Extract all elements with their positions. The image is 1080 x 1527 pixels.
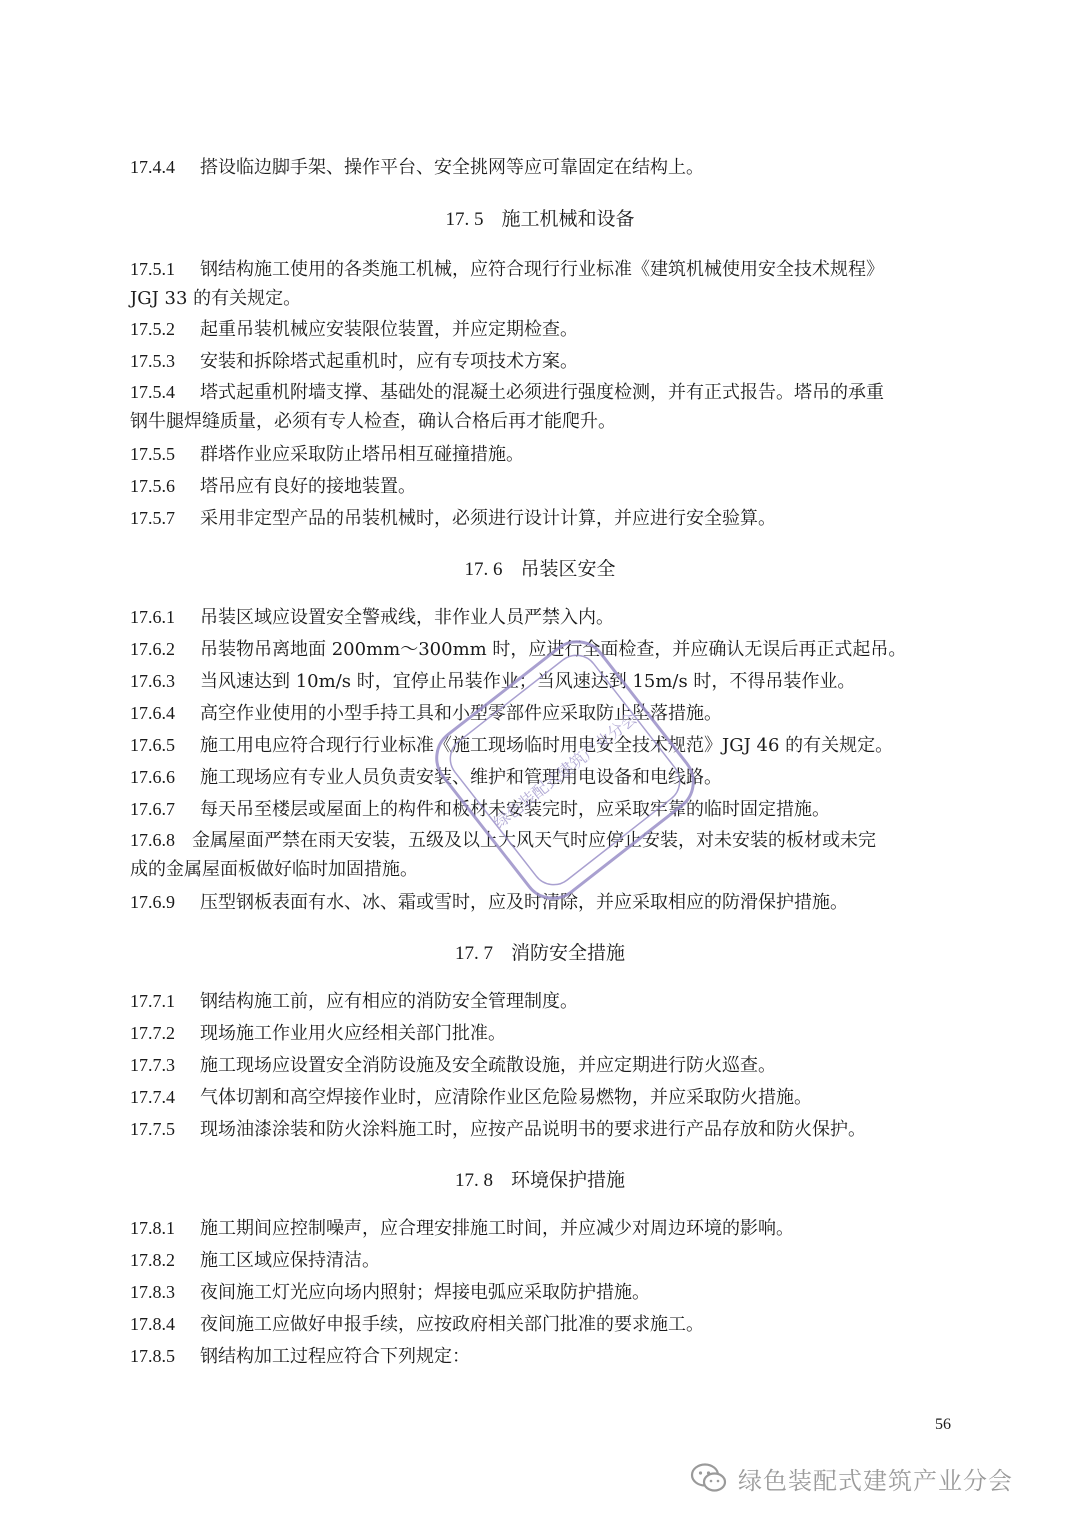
clause-number: 17.5.6 bbox=[130, 476, 175, 496]
clause-text: 采用非定型产品的吊装机械时，必须进行设计计算，并应进行安全验算。 bbox=[200, 508, 776, 529]
clause-17-5-6 bbox=[130, 475, 960, 498]
section-title: 吊装区安全 bbox=[520, 558, 616, 580]
clause-17-4-4 bbox=[130, 156, 960, 179]
section-number: 17. 5 bbox=[445, 209, 484, 230]
clause-text: 施工区域应保持清洁。 bbox=[200, 1250, 380, 1271]
clause-17-8-3 bbox=[130, 1281, 960, 1304]
clause-text: 钢结构施工使用的各类施工机械，应符合现行行业标准《建筑机械使用安全技术规程》 bbox=[200, 259, 884, 280]
stamp-text: 绿色装配式建筑产业分会 bbox=[490, 708, 641, 833]
clause-17-6-5 bbox=[130, 734, 960, 757]
clause-17-6-9 bbox=[130, 891, 960, 914]
clause-17-6-8-continued bbox=[130, 859, 960, 881]
section-heading-17-6 bbox=[0, 557, 1080, 582]
clause-17-8-1 bbox=[130, 1217, 960, 1240]
clause-number: 17.5.4 bbox=[130, 382, 175, 402]
clause-text: 每天吊至楼层或屋面上的构件和板材未安装完时，应采取牢靠的临时固定措施。 bbox=[200, 799, 830, 820]
clause-text: 施工用电应符合现行行业标准《施工现场临时用电安全技术规范》JGJ 46 的有关规定。 bbox=[200, 735, 894, 756]
clause-text: 群塔作业应采取防止塔吊相互碰撞措施。 bbox=[200, 444, 524, 465]
section-heading-17-7 bbox=[0, 941, 1080, 966]
clause-number: 17.8.3 bbox=[130, 1282, 175, 1302]
clause-17-8-2 bbox=[130, 1249, 960, 1272]
clause-number: 17.8.2 bbox=[130, 1250, 175, 1270]
clause-number: 17.6.6 bbox=[130, 767, 175, 787]
clause-number: 17.7.1 bbox=[130, 991, 175, 1011]
clause-text: 施工期间应控制噪声，应合理安排施工时间，并应减少对周边环境的影响。 bbox=[200, 1218, 794, 1239]
clause-17-5-2 bbox=[130, 318, 960, 341]
clause-text: 吊装区域应设置安全警戒线，非作业人员严禁入内。 bbox=[200, 607, 614, 628]
clause-17-6-7 bbox=[130, 798, 960, 821]
section-heading-17-5 bbox=[0, 207, 1080, 232]
clause-17-7-2 bbox=[130, 1022, 960, 1045]
clause-number: 17.6.8 bbox=[130, 830, 175, 850]
clause-17-7-1 bbox=[130, 990, 960, 1013]
clause-number: 17.8.5 bbox=[130, 1346, 175, 1366]
clause-number: 17.6.7 bbox=[130, 799, 175, 819]
clause-text: 金属屋面严禁在雨天安装，五级及以上大风天气时应停止安装，对未安装的板材或未完 bbox=[192, 830, 876, 851]
section-number: 17. 6 bbox=[464, 559, 503, 580]
clause-number: 17.7.4 bbox=[130, 1087, 175, 1107]
wechat-icon bbox=[690, 1462, 728, 1494]
clause-17-5-5 bbox=[130, 443, 960, 466]
clause-17-5-1-continued bbox=[130, 288, 960, 310]
clause-text: 塔式起重机附墙支撑、基础处的混凝土必须进行强度检测，并有正式报告。塔吊的承重 bbox=[200, 382, 884, 403]
clause-17-8-5 bbox=[130, 1345, 960, 1368]
section-title: 施工机械和设备 bbox=[501, 208, 635, 230]
clause-number: 17.6.3 bbox=[130, 671, 175, 691]
clause-number: 17.6.5 bbox=[130, 735, 175, 755]
clause-number: 17.7.2 bbox=[130, 1023, 175, 1043]
clause-number: 17.6.2 bbox=[130, 639, 175, 659]
clause-number: 17.5.5 bbox=[130, 444, 175, 464]
clause-text-continued: JGJ 33 的有关规定。 bbox=[130, 288, 302, 309]
clause-text: 钢结构施工前，应有相应的消防安全管理制度。 bbox=[200, 991, 578, 1012]
section-number: 17. 8 bbox=[454, 1170, 493, 1191]
clause-17-7-3 bbox=[130, 1054, 960, 1077]
clause-17-6-2 bbox=[130, 638, 960, 661]
watermark-text: 绿色装配式建筑产业分会 bbox=[738, 1466, 1013, 1495]
clause-number: 17.6.9 bbox=[130, 892, 175, 912]
clause-number: 17.5.1 bbox=[130, 259, 175, 279]
clause-17-5-3 bbox=[130, 350, 960, 373]
page-number: 56 bbox=[935, 1416, 951, 1433]
clause-text-continued: 成的金属屋面板做好临时加固措施。 bbox=[130, 859, 418, 880]
clause-number: 17.4.4 bbox=[130, 157, 175, 177]
clause-text: 气体切割和高空焊接作业时，应清除作业区危险易燃物，并应采取防火措施。 bbox=[200, 1087, 812, 1108]
clause-text-continued: 钢牛腿焊缝质量，必须有专人检查，确认合格后再才能爬升。 bbox=[130, 411, 616, 432]
clause-text: 当风速达到 10m/s 时，宜停止吊装作业；当风速达到 15m/s 时，不得吊装作业。 bbox=[200, 671, 856, 692]
clause-text: 施工现场应设置安全消防设施及安全疏散设施，并应定期进行防火巡查。 bbox=[200, 1055, 776, 1076]
clause-number: 17.5.2 bbox=[130, 319, 175, 339]
clause-text: 施工现场应有专业人员负责安装、维护和管理用电设备和电线路。 bbox=[200, 767, 722, 788]
wechat-watermark bbox=[690, 1458, 1013, 1498]
clause-17-5-1 bbox=[130, 258, 960, 281]
clause-number: 17.5.3 bbox=[130, 351, 175, 371]
clause-text: 搭设临边脚手架、操作平台、安全挑网等应可靠固定在结构上。 bbox=[200, 157, 704, 178]
clause-number: 17.7.3 bbox=[130, 1055, 175, 1075]
clause-text: 钢结构加工过程应符合下列规定： bbox=[200, 1346, 470, 1367]
clause-number: 17.8.4 bbox=[130, 1314, 175, 1334]
clause-text: 夜间施工应做好申报手续，应按政府相关部门批准的要求施工。 bbox=[200, 1314, 704, 1335]
clause-text: 吊装物吊离地面 200mm～300mm 时，应进行全面检查，并应确认无误后再正式起吊。 bbox=[200, 639, 907, 660]
clause-17-6-6 bbox=[130, 766, 960, 789]
clause-number: 17.7.5 bbox=[130, 1119, 175, 1139]
clause-17-7-5 bbox=[130, 1118, 960, 1141]
clause-17-5-7 bbox=[130, 507, 960, 530]
clause-text: 现场施工作业用火应经相关部门批准。 bbox=[200, 1023, 506, 1044]
clause-17-7-4 bbox=[130, 1086, 960, 1109]
clause-text: 安装和拆除塔式起重机时，应有专项技术方案。 bbox=[200, 351, 578, 372]
clause-17-6-3 bbox=[130, 670, 960, 693]
clause-text: 塔吊应有良好的接地装置。 bbox=[200, 476, 416, 497]
clause-number: 17.6.1 bbox=[130, 607, 175, 627]
clause-17-6-1 bbox=[130, 606, 960, 629]
clause-number: 17.8.1 bbox=[130, 1218, 175, 1238]
clause-17-6-4 bbox=[130, 702, 960, 725]
clause-number: 17.5.7 bbox=[130, 508, 175, 528]
clause-text: 现场油漆涂装和防火涂料施工时，应按产品说明书的要求进行产品存放和防火保护。 bbox=[200, 1119, 866, 1140]
section-heading-17-8 bbox=[0, 1168, 1080, 1193]
section-number: 17. 7 bbox=[454, 943, 493, 964]
clause-text: 压型钢板表面有水、冰、霜或雪时，应及时清除，并应采取相应的防滑保护措施。 bbox=[200, 892, 848, 913]
clause-17-5-4-continued bbox=[130, 411, 960, 433]
clause-number: 17.6.4 bbox=[130, 703, 175, 723]
clause-17-6-8 bbox=[130, 829, 960, 852]
clause-17-5-4 bbox=[130, 381, 960, 404]
clause-17-8-4 bbox=[130, 1313, 960, 1336]
clause-text: 起重吊装机械应安装限位装置，并应定期检查。 bbox=[200, 319, 578, 340]
clause-text: 夜间施工灯光应向场内照射；焊接电弧应采取防护措施。 bbox=[200, 1282, 650, 1303]
section-title: 消防安全措施 bbox=[510, 942, 625, 964]
section-title: 环境保护措施 bbox=[510, 1169, 625, 1191]
clause-text: 高空作业使用的小型手持工具和小型零部件应采取防止坠落措施。 bbox=[200, 703, 722, 724]
